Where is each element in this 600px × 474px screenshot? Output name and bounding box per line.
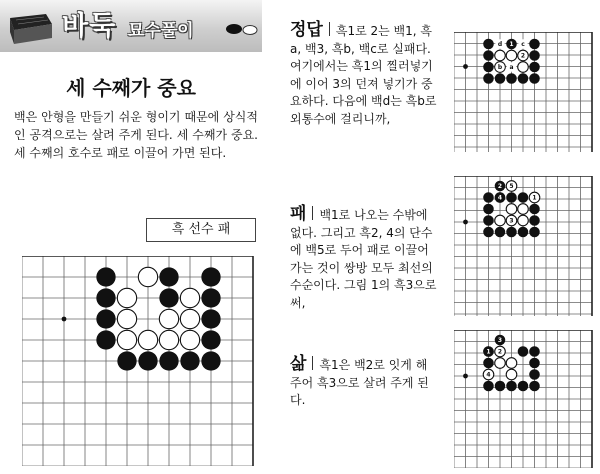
white-stone bbox=[506, 204, 517, 215]
black-stone bbox=[518, 227, 529, 238]
point-label: 3 bbox=[509, 217, 514, 225]
point-label: 1 bbox=[509, 40, 514, 48]
point-label: 1 bbox=[486, 348, 491, 356]
problem-board bbox=[22, 256, 262, 466]
black-stone bbox=[483, 381, 494, 392]
black-stone bbox=[201, 330, 220, 349]
white-stone bbox=[506, 369, 517, 380]
answer-section bbox=[290, 22, 442, 128]
heading-divider bbox=[312, 206, 313, 220]
black-stone bbox=[529, 346, 540, 357]
black-stone bbox=[483, 227, 494, 238]
header-subtitle: 묘수풀이 bbox=[128, 21, 194, 41]
black-stone bbox=[495, 227, 506, 238]
white-stone bbox=[138, 330, 157, 349]
white-stone bbox=[159, 330, 178, 349]
live-heading: 삶 bbox=[290, 354, 307, 374]
white-stone bbox=[117, 330, 136, 349]
black-stone bbox=[518, 346, 529, 357]
point-label: 4 bbox=[486, 371, 491, 379]
black-stone bbox=[495, 73, 506, 84]
black-stone bbox=[495, 381, 506, 392]
stones-decoration-icon bbox=[224, 22, 260, 36]
black-stone bbox=[159, 351, 178, 370]
white-stone bbox=[180, 288, 199, 307]
ko-text: 백1로 나오는 수밖에 없다. 그리고 흑2, 4의 단수에 백5로 두어 패로 이끌어 가는 것이 쌍방 모두 최선의 수순이다. 그림 1의 흑3으로써, bbox=[290, 208, 437, 310]
black-stone bbox=[506, 381, 517, 392]
black-stone bbox=[180, 351, 199, 370]
white-stone bbox=[159, 309, 178, 328]
white-stone bbox=[506, 358, 517, 369]
white-stone bbox=[518, 204, 529, 215]
black-stone bbox=[201, 267, 220, 286]
diagram-caption: 흑 선수 패 bbox=[146, 218, 256, 242]
white-stone bbox=[518, 62, 529, 73]
black-stone bbox=[529, 369, 540, 380]
ko-board bbox=[454, 176, 596, 316]
white-stone bbox=[506, 50, 517, 61]
white-stone bbox=[495, 50, 506, 61]
live-board bbox=[454, 330, 596, 468]
black-stone bbox=[159, 288, 178, 307]
black-stone bbox=[529, 204, 540, 215]
point-label: 3 bbox=[497, 336, 503, 344]
point-label: 2 bbox=[497, 182, 503, 190]
white-stone bbox=[138, 267, 157, 286]
black-stone bbox=[518, 73, 529, 84]
star-point bbox=[62, 317, 67, 322]
black-stone bbox=[529, 50, 540, 61]
black-stone bbox=[529, 39, 540, 50]
black-stone bbox=[529, 215, 540, 226]
point-label: d bbox=[497, 40, 503, 48]
black-stone bbox=[96, 288, 115, 307]
black-stone bbox=[518, 192, 529, 203]
black-stone bbox=[483, 50, 494, 61]
page-title: 세 수째가 중요 bbox=[66, 76, 196, 100]
black-stone bbox=[529, 381, 540, 392]
black-stone bbox=[506, 192, 517, 203]
black-stone bbox=[201, 351, 220, 370]
header-title: 바둑 bbox=[62, 11, 117, 42]
point-label: 2 bbox=[520, 52, 526, 60]
black-stone bbox=[96, 267, 115, 286]
point-label: a bbox=[509, 63, 514, 71]
star-point bbox=[463, 374, 468, 379]
heading-divider bbox=[329, 22, 330, 36]
black-stone bbox=[138, 351, 157, 370]
black-stone bbox=[529, 227, 540, 238]
white-stone bbox=[495, 215, 506, 226]
black-stone bbox=[96, 330, 115, 349]
point-label: 4 bbox=[497, 194, 503, 202]
heading-divider bbox=[312, 356, 313, 370]
white-stone bbox=[518, 215, 529, 226]
white-stone bbox=[117, 288, 136, 307]
go-board-icon bbox=[6, 8, 54, 46]
star-point bbox=[463, 220, 468, 225]
point-label: 2 bbox=[497, 348, 503, 356]
black-stone bbox=[201, 288, 220, 307]
answer-board bbox=[454, 32, 596, 152]
white-stone bbox=[180, 309, 199, 328]
black-stone bbox=[483, 215, 494, 226]
black-stone bbox=[483, 62, 494, 73]
white-stone bbox=[495, 358, 506, 369]
black-stone bbox=[483, 204, 494, 215]
black-stone bbox=[529, 62, 540, 73]
black-stone bbox=[483, 73, 494, 84]
black-stone bbox=[529, 73, 540, 84]
ko-section bbox=[290, 206, 442, 312]
black-stone bbox=[483, 39, 494, 50]
answer-text: 흑1로 2는 백1, 흑a, 백3, 흑b, 백c로 실패다. 여기에서는 흑1의 찔러넣기에 이어 3의 던져 넣기가 중요하다. 다음에 백d는 흑b로 외통수에 걸리니까, bbox=[290, 24, 437, 126]
white-stone bbox=[117, 309, 136, 328]
black-stone bbox=[529, 358, 540, 369]
black-stone bbox=[506, 73, 517, 84]
point-label: c bbox=[521, 40, 525, 48]
intro-text: 백은 안형을 만들기 쉬운 형이기 때문에 상식적인 공격으로는 살려 주게 된다. 세 수째가 중요. 세 수째의 호수로 패로 이끌어 가면 된다. bbox=[14, 110, 258, 160]
black-stone bbox=[483, 358, 494, 369]
black-stone bbox=[96, 309, 115, 328]
ko-heading: 패 bbox=[290, 204, 307, 224]
live-text: 흑1은 백2로 잇게 해 주어 흑3으로 살려 주게 된다. bbox=[290, 358, 429, 407]
point-label: 5 bbox=[509, 182, 514, 190]
black-stone bbox=[159, 267, 178, 286]
live-section bbox=[290, 356, 442, 410]
black-stone bbox=[201, 309, 220, 328]
point-label: b bbox=[497, 63, 503, 71]
white-stone bbox=[180, 330, 199, 349]
answer-heading: 정답 bbox=[290, 20, 323, 40]
black-stone bbox=[506, 227, 517, 238]
black-stone bbox=[117, 351, 136, 370]
black-stone bbox=[518, 381, 529, 392]
point-label: 1 bbox=[532, 194, 537, 202]
star-point bbox=[463, 64, 468, 69]
black-stone bbox=[483, 192, 494, 203]
